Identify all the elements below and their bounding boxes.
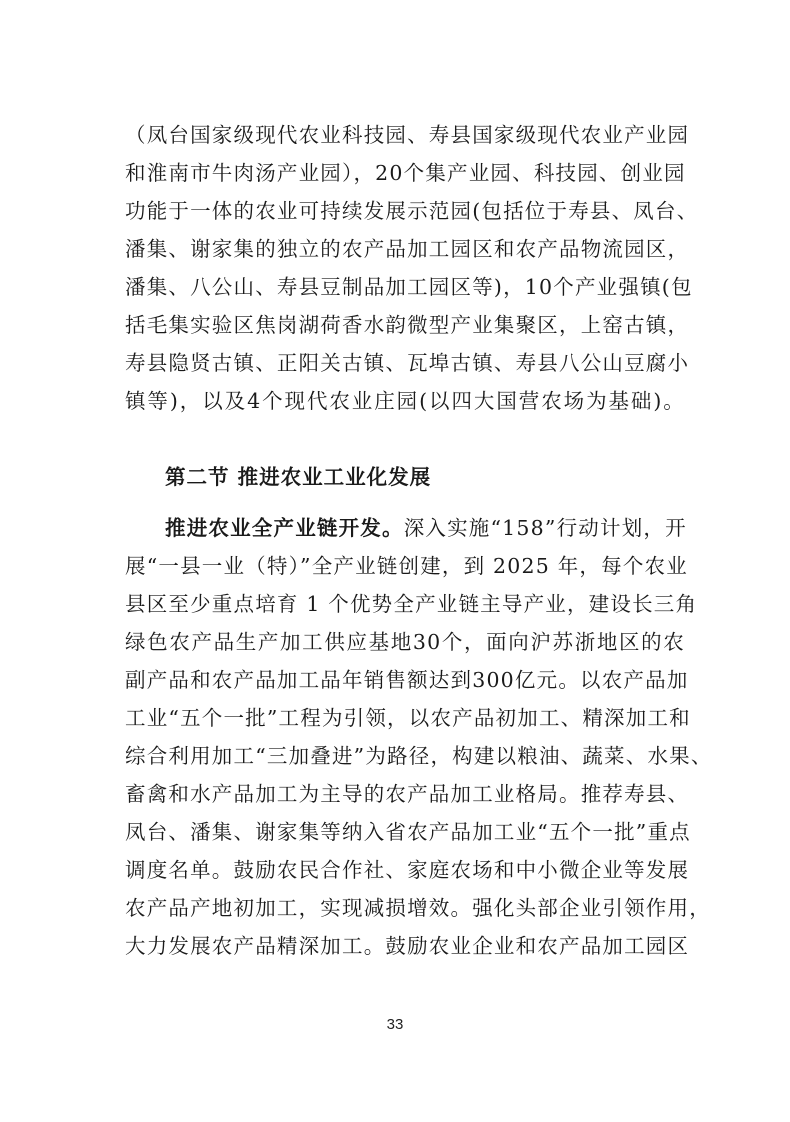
paragraph-line: 镇等)，以及4个现代农业庄园(以四大国营农场为基础)。 [125, 389, 685, 413]
paragraph-line: 潘集、谢家集的独立的农产品加工园区和农产品物流园区， [125, 237, 690, 261]
paragraph-line: 综合利用加工“三加叠进”为路径，构建以粮油、蔬菜、水果、 [125, 744, 713, 768]
paragraph-lead-rest: 深入实施“158”行动计划，开 [403, 516, 687, 540]
paragraph-line: 括毛集实验区焦岗湖荷香水韵微型产业集聚区，上窑古镇， [125, 313, 690, 337]
paragraph-line: 工业“五个一批”工程为引领，以农产品初加工、精深加工和 [125, 706, 691, 730]
paragraph-line: 农产品产地初加工，实现减损增效。强化头部企业引领作用， [125, 896, 711, 920]
paragraph-line: 功能于一体的农业可持续发展示范园(包括位于寿县、凤台、 [125, 199, 699, 223]
paragraph-line: 畜禽和水产品加工为主导的农产品加工业格局。推荐寿县、 [125, 782, 690, 806]
paragraph-lead-bold: 推进农业全产业链开发。 [165, 516, 404, 540]
paragraph-line: 副产品和农产品加工品年销售额达到300亿元。以农产品加 [125, 668, 689, 692]
paragraph-line: 大力发展农产品精深加工。鼓励农业企业和农产品加工园区 [125, 934, 690, 958]
paragraph-line: 和淮南市牛肉汤产业园），20个集产业园、科技园、创业园 [125, 161, 686, 185]
section-heading: 第二节 推进农业工业化发展 [165, 465, 432, 489]
paragraph-line: 凤台、潘集、谢家集等纳入省农产品加工业“五个一批”重点 [125, 820, 691, 844]
paragraph-line: 潘集、八公山、寿县豆制品加工园区等)，10个产业强镇(包 [125, 275, 693, 299]
paragraph-line: 县区至少重点培育 1 个优势全产业链主导产业，建设长三角 [125, 592, 698, 616]
page-number: 33 [386, 1016, 404, 1033]
paragraph-line: 绿色农产品生产加工供应基地30个，面向沪苏浙地区的农 [125, 630, 685, 654]
paragraph-line: 调度名单。鼓励农民合作社、家庭农场和中小微企业等发展 [125, 858, 690, 882]
paragraph-line: （凤台国家级现代农业科技园、寿县国家级现代农业产业园 [125, 123, 690, 147]
paragraph-line: 寿县隐贤古镇、正阳关古镇、瓦埠古镇、寿县八公山豆腐小 [125, 351, 690, 375]
paragraph-first-line [165, 509, 685, 547]
paragraph-line: 展“一县一业（特）”全产业链创建，到 2025 年，每个农业 [125, 554, 688, 578]
